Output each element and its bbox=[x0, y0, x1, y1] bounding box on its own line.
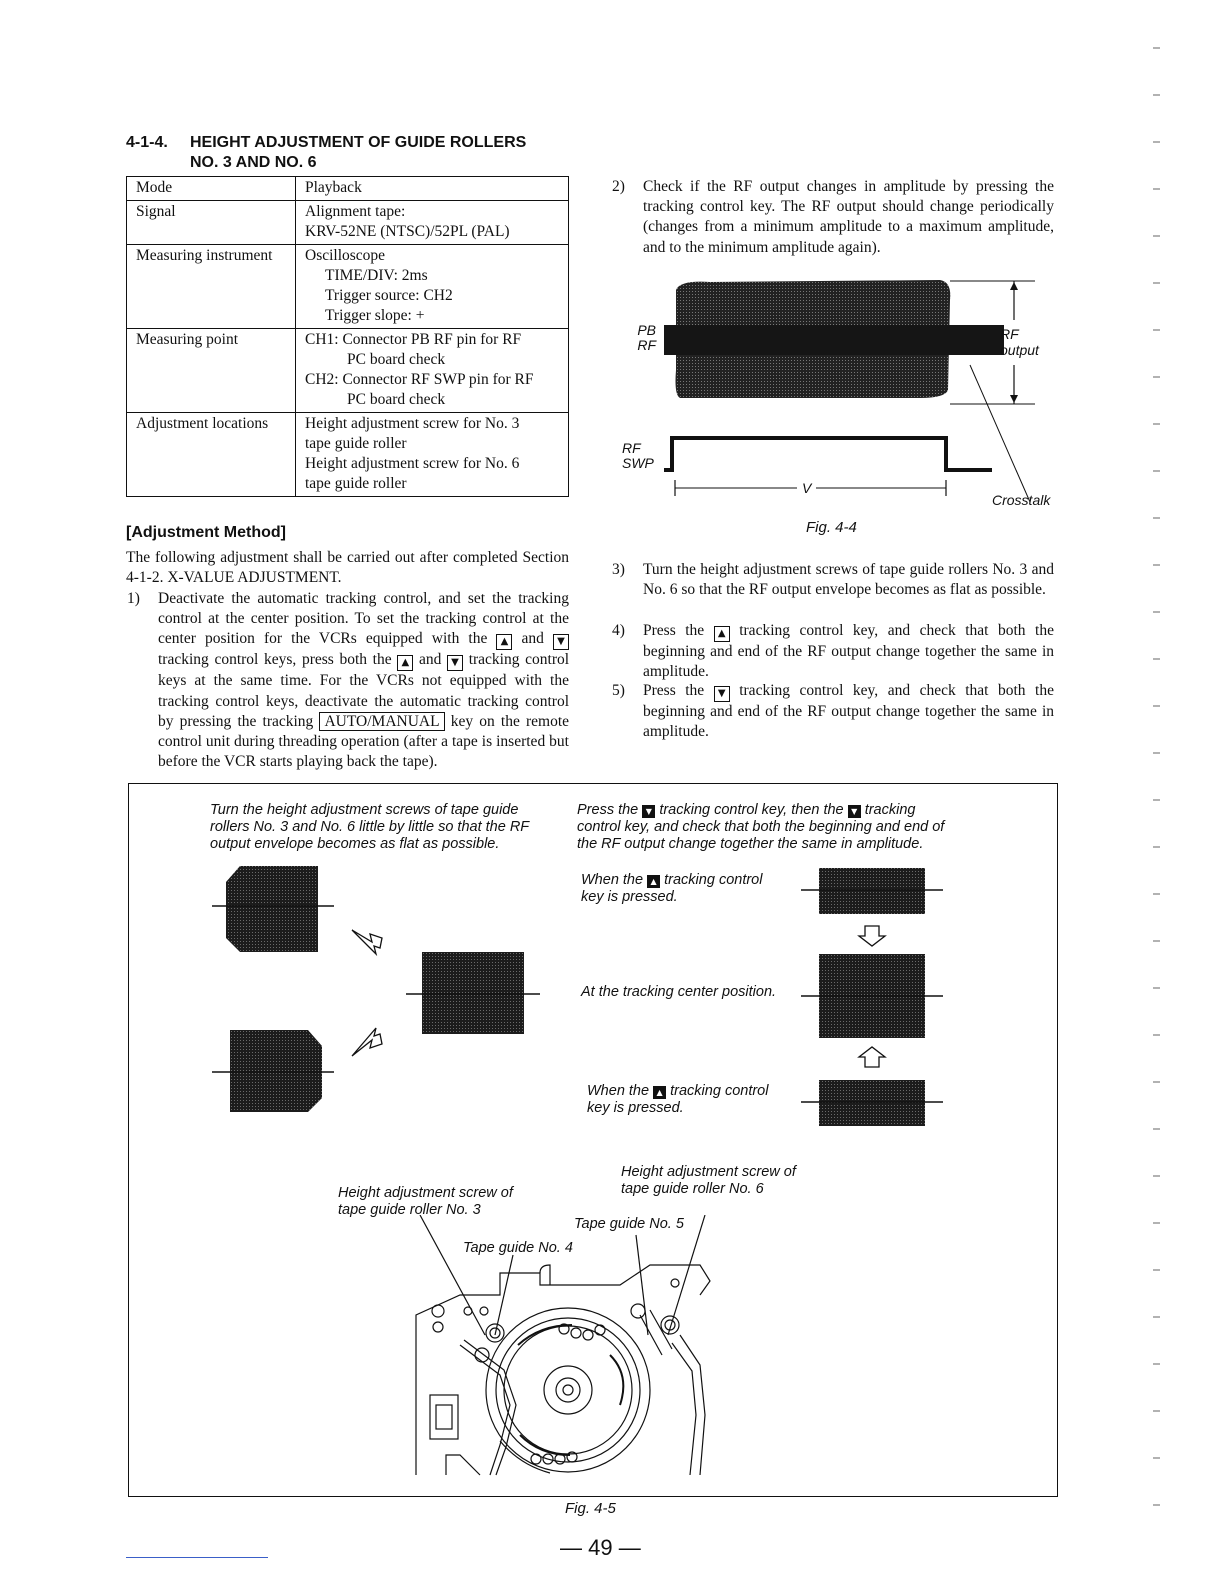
v-label: V bbox=[797, 480, 816, 496]
label-line: Height adjustment screw of bbox=[338, 1185, 513, 1201]
crosstalk-label: Crosstalk bbox=[992, 492, 1051, 508]
step-text: key on the remote control unit during threading operation (after a tape is inserted but before the VCR starts playing back the tape). bbox=[158, 712, 570, 771]
tilted-envelope-bottom bbox=[230, 1030, 322, 1112]
step-number: 4) bbox=[612, 622, 625, 639]
label-line: RF bbox=[1000, 326, 1019, 342]
section-heading bbox=[126, 133, 526, 173]
instrument-line: Trigger source: CH2 bbox=[325, 287, 453, 304]
pb-rf-label bbox=[634, 323, 656, 353]
point-line: PC board check bbox=[347, 351, 446, 368]
table-row bbox=[127, 201, 569, 245]
step-number: 2) bbox=[612, 178, 625, 195]
step-number: 1) bbox=[127, 590, 140, 607]
fig45-envelope-diagrams bbox=[210, 860, 550, 1120]
envelope-up bbox=[819, 868, 925, 914]
point-label: Measuring point bbox=[127, 329, 296, 413]
fig45-tracking-states bbox=[795, 862, 955, 1132]
screw3-label bbox=[338, 1185, 513, 1219]
point-value bbox=[296, 329, 569, 413]
step-number: 5) bbox=[612, 682, 625, 699]
tape-guide-5-label: Tape guide No. 5 bbox=[574, 1216, 684, 1232]
signal-line: Alignment tape: bbox=[305, 203, 406, 220]
caption-text: tracking control key, and check that both the beginning and end of the RF output change together the same in amplitude. bbox=[577, 802, 945, 852]
arrow-up-right-icon bbox=[352, 1028, 382, 1056]
rf-output-label bbox=[1000, 326, 1039, 358]
table-row bbox=[127, 245, 569, 329]
up-key-icon: ▲ bbox=[647, 875, 660, 888]
label-line: Height adjustment screw of bbox=[621, 1164, 796, 1180]
locations-value bbox=[296, 413, 569, 497]
up-key-icon: ▲ bbox=[714, 626, 730, 642]
down-key-icon: ▼ bbox=[553, 634, 569, 650]
instrument-label: Measuring instrument bbox=[127, 245, 296, 329]
signal-label: Signal bbox=[127, 201, 296, 245]
label-line: output bbox=[1000, 342, 1039, 358]
step-3 bbox=[612, 560, 1054, 600]
caption-text: When the bbox=[581, 872, 644, 888]
footer-rule bbox=[126, 1557, 268, 1558]
point-line: CH2: Connector RF SWP pin for RF bbox=[305, 371, 534, 388]
rf-swp-label bbox=[622, 441, 654, 471]
margin-ticks bbox=[1150, 0, 1170, 1584]
step-text: tracking control key, and check that both the beginning and end of the RF output change together the same in amplitude. bbox=[643, 682, 1054, 741]
up-key-icon: ▲ bbox=[496, 634, 512, 650]
step-text: Check if the RF output changes in amplitude by pressing the tracking control key. The RF output should change periodically (changes from a minimum amplitude to a maximum amplitude, and to the minimum amplitude again). bbox=[643, 178, 1054, 256]
label-line: RF bbox=[622, 440, 641, 456]
step-text: Turn the height adjustment screws of tape guide rollers No. 3 and No. 6 so that the RF output envelope becomes as flat as possible. bbox=[643, 561, 1054, 599]
step-1 bbox=[127, 589, 570, 772]
method-intro: The following adjustment shall be carried out after completed Section 4-1-2. X-VALUE ADJUSTMENT. bbox=[126, 549, 569, 587]
page-number: — 49 — bbox=[560, 1535, 641, 1560]
arrow-up-icon bbox=[859, 1047, 885, 1067]
tilted-envelope-top bbox=[226, 866, 318, 952]
table-row bbox=[127, 413, 569, 497]
screw6-label bbox=[621, 1164, 796, 1198]
method-heading: [Adjustment Method] bbox=[126, 524, 286, 541]
point-line: PC board check bbox=[347, 391, 446, 408]
down-key-icon: ▼ bbox=[714, 686, 730, 702]
caption-text: tracking control key is pressed. bbox=[581, 872, 763, 905]
section-title-line2: NO. 3 AND NO. 6 bbox=[190, 154, 317, 171]
signal-value bbox=[296, 201, 569, 245]
locations-line: tape guide roller bbox=[305, 435, 407, 452]
step-4 bbox=[612, 621, 1054, 682]
step-text: Deactivate the automatic tracking control, and set the tracking control at the center position. To set the tracking control at the center position for the VCRs equipped with the bbox=[158, 590, 569, 648]
label-line: SWP bbox=[622, 455, 654, 471]
instrument-line: Oscilloscope bbox=[305, 247, 386, 264]
step-text: tracking control key, and check that both the beginning and end of the RF output change together the same in amplitude. bbox=[643, 622, 1054, 681]
arrow-down-right-icon bbox=[352, 930, 382, 954]
step-text: Press the bbox=[643, 682, 705, 699]
label-line: tape guide roller No. 6 bbox=[621, 1181, 764, 1197]
mode-label: Mode bbox=[127, 177, 296, 201]
locations-line: Height adjustment screw for No. 3 bbox=[305, 415, 520, 432]
down-key-icon: ▼ bbox=[848, 805, 861, 818]
table-row bbox=[127, 329, 569, 413]
caption-text: tracking control key is pressed. bbox=[587, 1083, 769, 1116]
instrument-line: TIME/DIV: 2ms bbox=[325, 267, 428, 284]
spec-table bbox=[126, 176, 569, 497]
step-text: tracking control keys, press both the bbox=[158, 651, 392, 669]
fig45-left-caption: Turn the height adjustment screws of tape guide rollers No. 3 and No. 6 little by little so that the RF output envelope becomes as flat as possible. bbox=[210, 802, 529, 852]
label-line: PB bbox=[637, 322, 656, 338]
caption-text: tracking control key, then the bbox=[659, 802, 844, 818]
tape-deck-mechanism-drawing bbox=[400, 1215, 730, 1485]
caption-text: When the bbox=[587, 1083, 650, 1099]
step-2 bbox=[612, 177, 1054, 258]
step-text: and bbox=[521, 630, 544, 648]
step-text: and bbox=[418, 651, 442, 669]
down-key-icon: ▼ bbox=[447, 655, 463, 671]
when-down-pressed-label bbox=[587, 1083, 787, 1117]
fig-4-4-caption: Fig. 4-4 bbox=[806, 519, 857, 536]
locations-line: Height adjustment screw for No. 6 bbox=[305, 455, 520, 472]
locations-label: Adjustment locations bbox=[127, 413, 296, 497]
auto-manual-key: AUTO/MANUAL bbox=[319, 712, 444, 731]
mode-value: Playback bbox=[296, 177, 569, 201]
caption-text: Press the bbox=[577, 802, 639, 818]
step-text: tracking control keys at the same time. For the VCRs not equipped with the tracking control keys, deactivate the automatic tracking control by pressing the tracking bbox=[158, 651, 570, 730]
rf-signal-band bbox=[664, 325, 1004, 355]
step-number: 3) bbox=[612, 561, 625, 578]
table-row bbox=[127, 177, 569, 201]
envelope-down bbox=[819, 1080, 925, 1126]
section-title-line1: HEIGHT ADJUSTMENT OF GUIDE ROLLERS bbox=[190, 134, 527, 151]
point-line: CH1: Connector PB RF pin for RF bbox=[305, 331, 522, 348]
down-key-icon: ▼ bbox=[642, 805, 655, 818]
section-number: 4-1-4. bbox=[126, 134, 168, 151]
step-5 bbox=[612, 681, 1054, 742]
label-line: tape guide roller No. 3 bbox=[338, 1202, 481, 1218]
fig45-right-caption bbox=[577, 802, 957, 853]
up-key-icon: ▲ bbox=[653, 1086, 666, 1099]
step-text: Press the bbox=[643, 622, 705, 639]
instrument-value bbox=[296, 245, 569, 329]
up-key-icon: ▲ bbox=[397, 655, 413, 671]
instrument-line: Trigger slope: + bbox=[325, 307, 425, 324]
rf-swp-pulse bbox=[664, 438, 992, 470]
tape-guide-4-label: Tape guide No. 4 bbox=[463, 1240, 573, 1256]
fig-4-4-waveform bbox=[620, 270, 1060, 520]
when-up-pressed-label bbox=[581, 872, 781, 906]
flat-envelope bbox=[422, 952, 524, 1034]
signal-line: KRV-52NE (NTSC)/52PL (PAL) bbox=[305, 223, 510, 240]
fig-4-5-caption: Fig. 4-5 bbox=[565, 1500, 616, 1517]
arrow-down-icon bbox=[859, 926, 885, 946]
label-line: RF bbox=[637, 337, 656, 353]
center-position-label: At the tracking center position. bbox=[581, 984, 777, 1000]
locations-line: tape guide roller bbox=[305, 475, 407, 492]
